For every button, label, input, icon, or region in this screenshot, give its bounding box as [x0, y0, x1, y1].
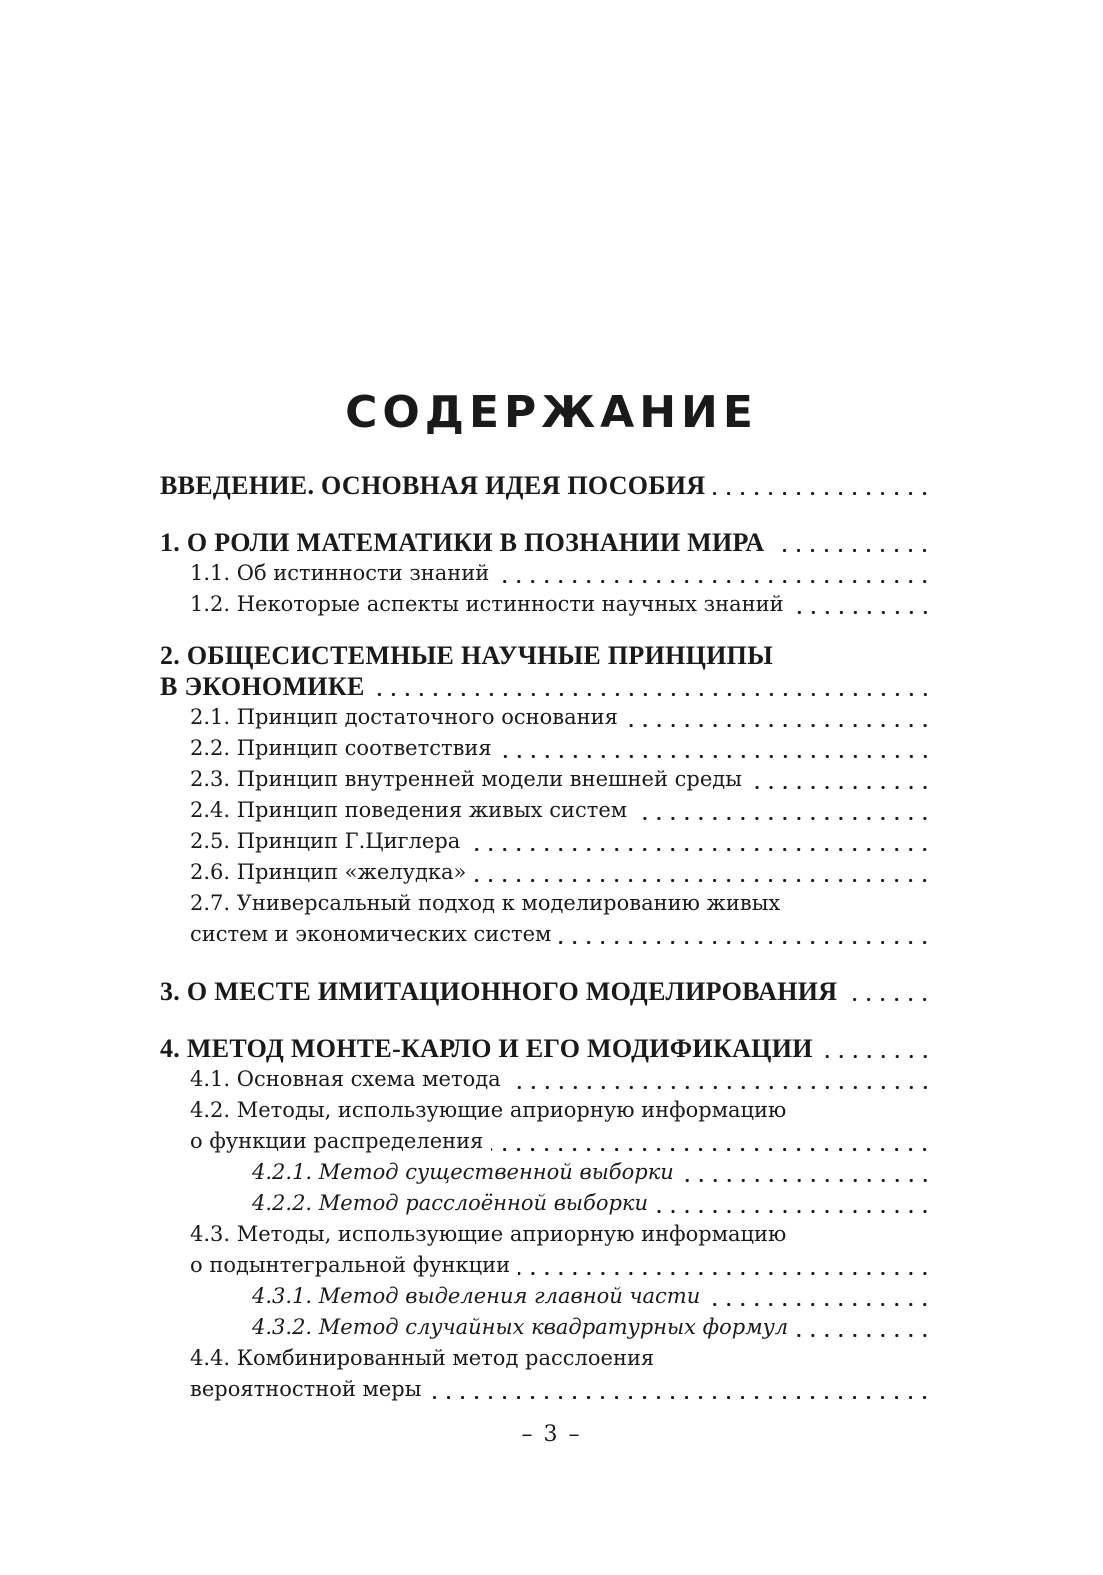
dot-leader: [509, 1086, 932, 1089]
dot-leader: [708, 1303, 932, 1306]
toc-entry-intro[interactable]: [160, 470, 932, 501]
page-number: – 3 –: [521, 1422, 582, 1447]
toc-entry-text: 4.3.2. Метод случайных квадратурных формул: [252, 1315, 789, 1339]
toc-entry-4-2-2[interactable]: [160, 1188, 932, 1219]
toc-entry-text: вероятностной меры: [190, 1377, 422, 1401]
dot-leader: [682, 1179, 932, 1182]
dot-leader: [474, 879, 932, 882]
toc-entry-text: 2.4. Принцип поведения живых систем: [190, 798, 628, 822]
page-title: СОДЕРЖАНИЕ: [345, 387, 758, 438]
dot-leader: [491, 1148, 932, 1151]
table-of-contents: [160, 470, 932, 1405]
toc-entry-chapter-2[interactable]: [160, 640, 932, 671]
toc-entry-text: В ЭКОНОМИКЕ: [160, 672, 365, 701]
toc-entry-text: 4.2.1. Метод существенной выборки: [252, 1160, 674, 1184]
toc-entry-2-5[interactable]: [160, 826, 932, 857]
toc-entry-text: 4.1. Основная схема метода: [190, 1067, 501, 1091]
toc-entry-text: 1.1. Об истинности знаний: [190, 561, 490, 585]
dot-leader: [429, 1396, 932, 1399]
toc-entry-chapter-1[interactable]: [160, 527, 932, 558]
toc-entry-text: 4. МЕТОД МОНТЕ-КАРЛО И ЕГО МОДИФИКАЦИИ: [160, 1034, 813, 1063]
dot-leader: [497, 580, 932, 583]
toc-entry-text: 4.3. Методы, использующие априорную информацию: [190, 1222, 787, 1246]
toc-entry-chapter-4[interactable]: [160, 1033, 932, 1064]
toc-entry-2-7[interactable]: [160, 888, 932, 919]
dot-leader: [796, 1334, 932, 1337]
toc-entry-1-2[interactable]: [160, 589, 932, 620]
toc-entry-4-4-cont[interactable]: [160, 1374, 932, 1405]
toc-entry-text: 2.6. Принцип «желудка»: [190, 860, 467, 884]
toc-entry-text: 2.1. Принцип достаточного основания: [190, 705, 618, 729]
toc-entry-2-7-cont[interactable]: [160, 919, 932, 950]
dot-leader: [635, 817, 932, 820]
dot-leader: [656, 1210, 932, 1213]
toc-entry-2-6[interactable]: [160, 857, 932, 888]
toc-entry-4-3-1[interactable]: [160, 1281, 932, 1312]
toc-entry-text: ВВЕДЕНИЕ. ОСНОВНАЯ ИДЕЯ ПОСОБИЯ: [160, 471, 706, 500]
toc-entry-4-3-cont[interactable]: [160, 1250, 932, 1281]
toc-entry-text: 4.2.2. Метод расслоённой выборки: [252, 1191, 648, 1215]
toc-entry-text: 2.3. Принцип внутренней модели внешней среды: [190, 767, 742, 791]
toc-entry-text: 4.2. Методы, использующие априорную информацию: [190, 1098, 787, 1122]
toc-entry-4-2-cont[interactable]: [160, 1126, 932, 1157]
toc-entry-4-2-1[interactable]: [160, 1157, 932, 1188]
toc-entry-text: 1.2. Некоторые аспекты истинности научных знаний: [190, 592, 784, 616]
toc-entry-text: 2. ОБЩЕСИСТЕМНЫЕ НАУЧНЫЕ ПРИНЦИПЫ: [160, 641, 774, 670]
dot-leader: [373, 693, 932, 696]
dot-leader: [821, 1055, 932, 1058]
toc-entry-4-2[interactable]: [160, 1095, 932, 1126]
toc-entry-4-3[interactable]: [160, 1219, 932, 1250]
dot-leader: [750, 786, 932, 789]
toc-entry-text: 4.4. Комбинированный метод расслоения: [190, 1346, 655, 1370]
dot-leader: [500, 755, 932, 758]
dot-leader: [559, 941, 932, 944]
toc-entry-chapter-2-cont[interactable]: [160, 671, 932, 702]
toc-entry-2-4[interactable]: [160, 795, 932, 826]
dot-leader: [518, 1272, 932, 1275]
toc-entry-text: 2.7. Универсальный подход к моделированию живых: [190, 891, 781, 915]
toc-entry-4-4[interactable]: [160, 1343, 932, 1374]
dot-leader: [772, 549, 932, 552]
toc-entry-4-3-2[interactable]: [160, 1312, 932, 1343]
toc-entry-2-2[interactable]: [160, 733, 932, 764]
toc-entry-text: систем и экономических систем: [190, 922, 552, 946]
dot-leader: [845, 998, 932, 1001]
toc-entry-1-1[interactable]: [160, 558, 932, 589]
toc-entry-chapter-3[interactable]: [160, 976, 932, 1007]
toc-entry-text: о подынтегральной функции: [190, 1253, 511, 1277]
toc-entry-text: 2.2. Принцип соответствия: [190, 736, 492, 760]
dot-leader: [713, 492, 932, 495]
toc-entry-text: 1. О РОЛИ МАТЕМАТИКИ В ПОЗНАНИИ МИРА: [160, 528, 765, 557]
toc-entry-4-1[interactable]: [160, 1064, 932, 1095]
toc-entry-2-1[interactable]: [160, 702, 932, 733]
toc-entry-text: 2.5. Принцип Г.Циглера: [190, 829, 461, 853]
toc-entry-text: 4.3.1. Метод выделения главной части: [252, 1284, 701, 1308]
dot-leader: [792, 611, 932, 614]
toc-entry-text: 3. О МЕСТЕ ИМИТАЦИОННОГО МОДЕЛИРОВАНИЯ: [160, 977, 838, 1006]
toc-entry-text: о функции распределения: [190, 1129, 484, 1153]
dot-leader: [468, 848, 932, 851]
toc-entry-2-3[interactable]: [160, 764, 932, 795]
dot-leader: [626, 724, 932, 727]
